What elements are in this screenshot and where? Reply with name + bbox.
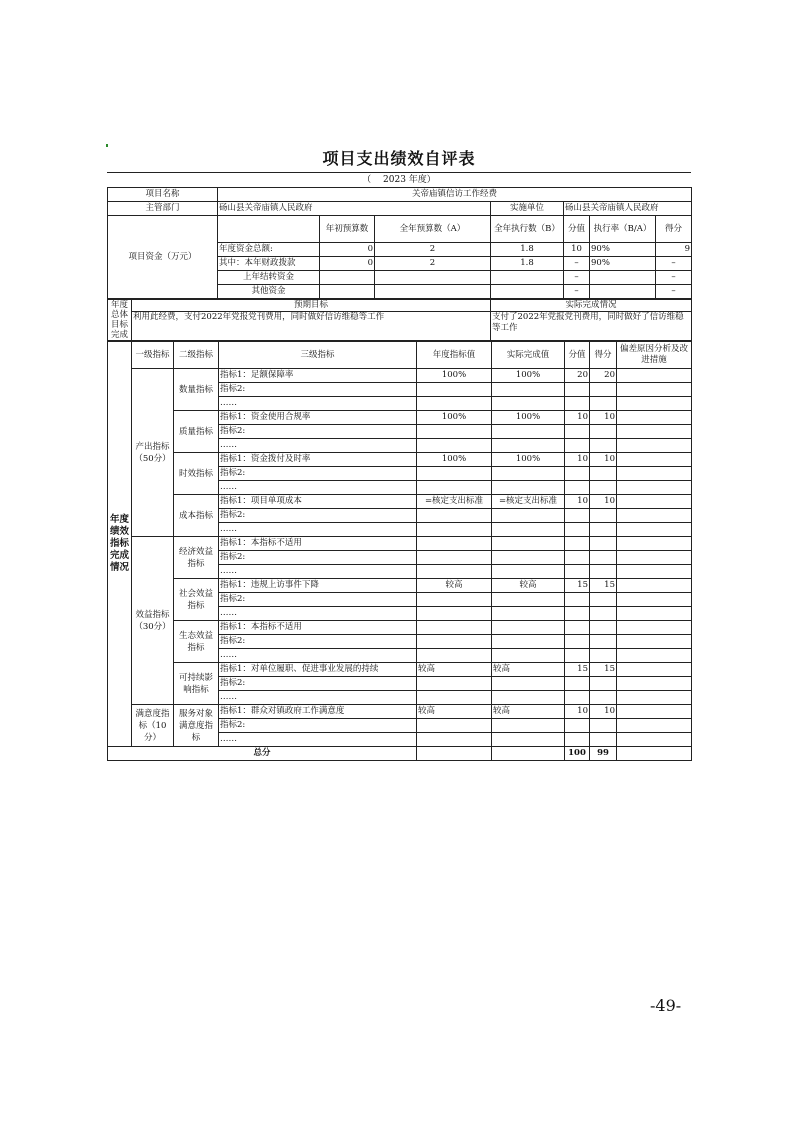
actual-value xyxy=(492,677,565,691)
funds-header-actual: 全年执行数（B） xyxy=(491,216,564,243)
funds-row-actual: 1.8 xyxy=(491,243,564,257)
dept-label: 主管部门 xyxy=(108,202,218,216)
score xyxy=(590,635,617,649)
actual-value: 100% xyxy=(492,453,565,467)
funds-row-actual: 1.8 xyxy=(491,257,564,271)
score-value xyxy=(565,383,590,397)
header-target: 年度指标值 xyxy=(417,342,492,369)
level2-indicator: 经济效益指标 xyxy=(174,537,219,579)
level3-indicator: 指标1：资金使用合规率 xyxy=(219,411,417,425)
impl-label: 实施单位 xyxy=(491,202,564,216)
actual-value xyxy=(492,509,565,523)
score-value xyxy=(565,425,590,439)
score: 10 xyxy=(590,705,617,719)
score xyxy=(590,439,617,453)
actual-value: 100% xyxy=(492,411,565,425)
note xyxy=(617,509,692,523)
project-name-label: 项目名称 xyxy=(108,188,218,202)
note xyxy=(617,551,692,565)
level3-indicator: …… xyxy=(219,439,417,453)
note xyxy=(617,635,692,649)
score xyxy=(590,607,617,621)
note xyxy=(617,733,692,747)
total-row xyxy=(108,747,692,761)
score-value: 20 xyxy=(565,369,590,383)
note xyxy=(617,663,692,677)
level3-indicator: 指标1：违规上访事件下降 xyxy=(219,579,417,593)
target-value: 较高 xyxy=(417,663,492,677)
note xyxy=(617,621,692,635)
target-value xyxy=(417,691,492,705)
actual-value: 较高 xyxy=(492,705,565,719)
funds-row-initial xyxy=(320,271,375,285)
level3-indicator: 指标1：本指标不适用 xyxy=(219,621,417,635)
indicator-row xyxy=(108,621,692,635)
funds-row-initial xyxy=(320,285,375,299)
actual-value xyxy=(492,635,565,649)
page-title: 项目支出绩效自评表 xyxy=(107,145,691,173)
funds-row-actual xyxy=(491,285,564,299)
header-level1: 一级指标 xyxy=(132,342,174,369)
target-value xyxy=(417,537,492,551)
target-value xyxy=(417,677,492,691)
score-value xyxy=(565,551,590,565)
level3-indicator: 指标2: xyxy=(219,509,417,523)
score: 15 xyxy=(590,663,617,677)
score-value xyxy=(565,691,590,705)
score xyxy=(590,621,617,635)
funds-row-rate xyxy=(590,285,656,299)
actual-value xyxy=(492,439,565,453)
note xyxy=(617,677,692,691)
note xyxy=(617,481,692,495)
note xyxy=(617,607,692,621)
target-value: =核定支出标准 xyxy=(417,495,492,509)
actual-value xyxy=(492,425,565,439)
note xyxy=(617,691,692,705)
level2-indicator: 成本指标 xyxy=(174,495,219,537)
funds-row-initial: 0 xyxy=(320,257,375,271)
level3-indicator: 指标2: xyxy=(219,425,417,439)
score xyxy=(590,509,617,523)
score: 10 xyxy=(590,453,617,467)
funds-row-budget xyxy=(375,271,491,285)
actual-value xyxy=(492,537,565,551)
note xyxy=(617,495,692,509)
target-value xyxy=(417,425,492,439)
score xyxy=(590,691,617,705)
target-value xyxy=(417,551,492,565)
level3-indicator: …… xyxy=(219,733,417,747)
total-value: 100 xyxy=(565,747,590,761)
score-value xyxy=(565,607,590,621)
actual-value xyxy=(492,733,565,747)
score xyxy=(590,719,617,733)
score-value xyxy=(565,565,590,579)
level2-indicator: 可持续影响指标 xyxy=(174,663,219,705)
actual-value: 较高 xyxy=(492,579,565,593)
actual-value xyxy=(492,593,565,607)
funds-header-rate: 执行率（B/A） xyxy=(590,216,656,243)
level3-indicator: 指标2: xyxy=(219,467,417,481)
note xyxy=(617,719,692,733)
score xyxy=(590,425,617,439)
funds-row-name: 其他资金 xyxy=(218,285,320,299)
score xyxy=(590,593,617,607)
level3-indicator: 指标2: xyxy=(219,719,417,733)
actual-value: 100% xyxy=(492,369,565,383)
note xyxy=(617,453,692,467)
note xyxy=(617,383,692,397)
indicators-header-row xyxy=(108,342,692,369)
level3-indicator: …… xyxy=(219,481,417,495)
indicator-row xyxy=(108,705,692,719)
actual-value xyxy=(492,649,565,663)
score-value xyxy=(565,537,590,551)
funds-row-score-value: – xyxy=(564,271,590,285)
target-value xyxy=(417,383,492,397)
level3-indicator: 指标2: xyxy=(219,383,417,397)
funds-row-rate: 90% xyxy=(590,243,656,257)
score-value xyxy=(565,593,590,607)
score-value xyxy=(565,733,590,747)
funds-header-blank xyxy=(218,216,320,243)
level2-indicator: 时效指标 xyxy=(174,453,219,495)
target-value xyxy=(417,439,492,453)
funds-row-score-value: – xyxy=(564,257,590,271)
level3-indicator: 指标1：群众对镇政府工作满意度 xyxy=(219,705,417,719)
level3-indicator: …… xyxy=(219,649,417,663)
funds-header-budget: 全年预算数（A） xyxy=(375,216,491,243)
indicator-row xyxy=(108,453,692,467)
actual-value xyxy=(492,383,565,397)
note xyxy=(617,523,692,537)
note xyxy=(617,411,692,425)
funds-row-rate: 90% xyxy=(590,257,656,271)
note xyxy=(617,649,692,663)
level3-indicator: 指标1：项目单项成本 xyxy=(219,495,417,509)
header-level3: 三级指标 xyxy=(219,342,417,369)
target-value xyxy=(417,565,492,579)
level2-indicator: 质量指标 xyxy=(174,411,219,453)
level3-indicator: …… xyxy=(219,691,417,705)
actual-value xyxy=(492,467,565,481)
score-value: 10 xyxy=(565,705,590,719)
score xyxy=(590,523,617,537)
funds-row-budget xyxy=(375,285,491,299)
total-note xyxy=(617,747,692,761)
level3-indicator: …… xyxy=(219,607,417,621)
indicator-row xyxy=(108,411,692,425)
score-value: 10 xyxy=(565,453,590,467)
score xyxy=(590,649,617,663)
target-value xyxy=(417,467,492,481)
target-value xyxy=(417,649,492,663)
funds-row-score: 9 xyxy=(656,243,692,257)
target-value xyxy=(417,719,492,733)
funds-row-rate xyxy=(590,271,656,285)
funds-row-score-value: – xyxy=(564,285,590,299)
score-value xyxy=(565,649,590,663)
level3-indicator: 指标1：资金拨付及时率 xyxy=(219,453,417,467)
note xyxy=(617,593,692,607)
dept-value: 砀山县关帝庙镇人民政府 xyxy=(218,202,491,216)
target-value: 较高 xyxy=(417,579,492,593)
target-value xyxy=(417,397,492,411)
total-label: 总分 xyxy=(108,747,417,761)
score-value: 15 xyxy=(565,663,590,677)
target-value xyxy=(417,733,492,747)
note xyxy=(617,579,692,593)
score xyxy=(590,481,617,495)
funds-header-initial: 年初预算数 xyxy=(320,216,375,243)
level3-indicator: …… xyxy=(219,523,417,537)
actual-value xyxy=(492,397,565,411)
score-value xyxy=(565,439,590,453)
total-score: 99 xyxy=(590,747,617,761)
header-score-value: 分值 xyxy=(565,342,590,369)
funds-header-score-value: 分值 xyxy=(564,216,590,243)
funds-row-budget: 2 xyxy=(375,243,491,257)
score xyxy=(590,383,617,397)
score-value xyxy=(565,677,590,691)
score xyxy=(590,467,617,481)
target-value xyxy=(417,635,492,649)
indicator-row xyxy=(108,537,692,551)
score xyxy=(590,537,617,551)
target-value xyxy=(417,509,492,523)
funds-label: 项目资金（万元） xyxy=(108,216,218,299)
actual-value xyxy=(492,551,565,565)
indicator-row xyxy=(108,369,692,383)
level2-indicator: 社会效益指标 xyxy=(174,579,219,621)
funds-row-score: – xyxy=(656,271,692,285)
level3-indicator: 指标2: xyxy=(219,635,417,649)
score-value: 10 xyxy=(565,411,590,425)
score: 15 xyxy=(590,579,617,593)
actual-completion-text: 支付了2022年党报党刊费用，同时做好了信访维稳等工作 xyxy=(491,312,692,341)
level3-indicator: …… xyxy=(219,565,417,579)
target-value: 100% xyxy=(417,411,492,425)
target-value xyxy=(417,621,492,635)
expected-goal-text: 利用此经费，支付2022年党报党刊费用，同时做好信访维稳等工作 xyxy=(132,312,491,341)
note xyxy=(617,705,692,719)
actual-value xyxy=(492,719,565,733)
total-blank xyxy=(492,747,565,761)
project-name-value: 关帝庙镇信访工作经费 xyxy=(218,188,692,202)
funds-row-actual xyxy=(491,271,564,285)
target-value xyxy=(417,607,492,621)
level3-indicator: 指标2: xyxy=(219,551,417,565)
project-info-table xyxy=(107,187,692,299)
score xyxy=(590,733,617,747)
actual-value xyxy=(492,565,565,579)
actual-value xyxy=(492,607,565,621)
indicator-row xyxy=(108,579,692,593)
score: 20 xyxy=(590,369,617,383)
score-value xyxy=(565,397,590,411)
score xyxy=(590,551,617,565)
year-line: （ 2023 年度） xyxy=(362,175,436,185)
level3-indicator: 指标1：足额保障率 xyxy=(219,369,417,383)
level3-indicator: 指标1：本指标不适用 xyxy=(219,537,417,551)
indicator-row xyxy=(108,495,692,509)
self-evaluation-sheet xyxy=(107,145,691,761)
score-value xyxy=(565,719,590,733)
total-blank xyxy=(417,747,492,761)
level3-indicator: 指标2: xyxy=(219,593,417,607)
target-value: 较高 xyxy=(417,705,492,719)
funds-row-name: 其中：本年财政拨款 xyxy=(218,257,320,271)
note xyxy=(617,425,692,439)
level2-indicator: 数量指标 xyxy=(174,369,219,411)
score xyxy=(590,677,617,691)
target-value xyxy=(417,523,492,537)
goals-table xyxy=(107,299,692,341)
funds-row-score: – xyxy=(656,285,692,299)
page-number: -49- xyxy=(650,996,682,1015)
note xyxy=(617,537,692,551)
level2-indicator: 生态效益指标 xyxy=(174,621,219,663)
score: 10 xyxy=(590,495,617,509)
actual-value: =核定支出标准 xyxy=(492,495,565,509)
header-score: 得分 xyxy=(590,342,617,369)
target-value xyxy=(417,481,492,495)
score-value xyxy=(565,621,590,635)
note xyxy=(617,369,692,383)
note xyxy=(617,467,692,481)
score-value: 10 xyxy=(565,495,590,509)
level1-indicator: 满意度指标（10分） xyxy=(132,705,174,747)
indicator-row xyxy=(108,663,692,677)
funds-row-initial: 0 xyxy=(320,243,375,257)
actual-value: 较高 xyxy=(492,663,565,677)
header-note: 偏差原因分析及改进措施 xyxy=(617,342,692,369)
score-value xyxy=(565,481,590,495)
score-value xyxy=(565,509,590,523)
target-value: 100% xyxy=(417,453,492,467)
funds-row-score-value: 10 xyxy=(564,243,590,257)
actual-value xyxy=(492,691,565,705)
note xyxy=(617,397,692,411)
score-value xyxy=(565,467,590,481)
note xyxy=(617,565,692,579)
funds-header-score: 得分 xyxy=(656,216,692,243)
note xyxy=(617,439,692,453)
level1-indicator: 产出指标（50分） xyxy=(132,369,174,537)
actual-value xyxy=(492,523,565,537)
header-level2: 二级指标 xyxy=(174,342,219,369)
section-label: 年度绩效指标完成情况 xyxy=(108,342,132,747)
level3-indicator: 指标2: xyxy=(219,677,417,691)
level3-indicator: 指标1：对单位履职、促进事业发展的持续 xyxy=(219,663,417,677)
funds-row-name: 年度资金总额: xyxy=(218,243,320,257)
score: 10 xyxy=(590,411,617,425)
header-actual: 实际完成值 xyxy=(492,342,565,369)
target-value: 100% xyxy=(417,369,492,383)
funds-row-budget: 2 xyxy=(375,257,491,271)
funds-row-name: 上年结转资金 xyxy=(218,271,320,285)
target-value xyxy=(417,593,492,607)
actual-value xyxy=(492,621,565,635)
score xyxy=(590,397,617,411)
level2-indicator: 服务对象满意度指标 xyxy=(174,705,219,747)
score-value xyxy=(565,635,590,649)
impl-value: 砀山县关帝庙镇人民政府 xyxy=(564,202,692,216)
expected-goal-header: 预期目标 xyxy=(132,300,491,312)
indicators-table xyxy=(107,341,692,761)
score-value: 15 xyxy=(565,579,590,593)
score xyxy=(590,565,617,579)
funds-row-score: – xyxy=(656,257,692,271)
actual-completion-header: 实际完成情况 xyxy=(491,300,692,312)
level1-indicator: 效益指标（30分） xyxy=(132,537,174,705)
goals-row-label: 年度总体目标完成 xyxy=(108,300,132,341)
level3-indicator: …… xyxy=(219,397,417,411)
actual-value xyxy=(492,481,565,495)
score-value xyxy=(565,523,590,537)
